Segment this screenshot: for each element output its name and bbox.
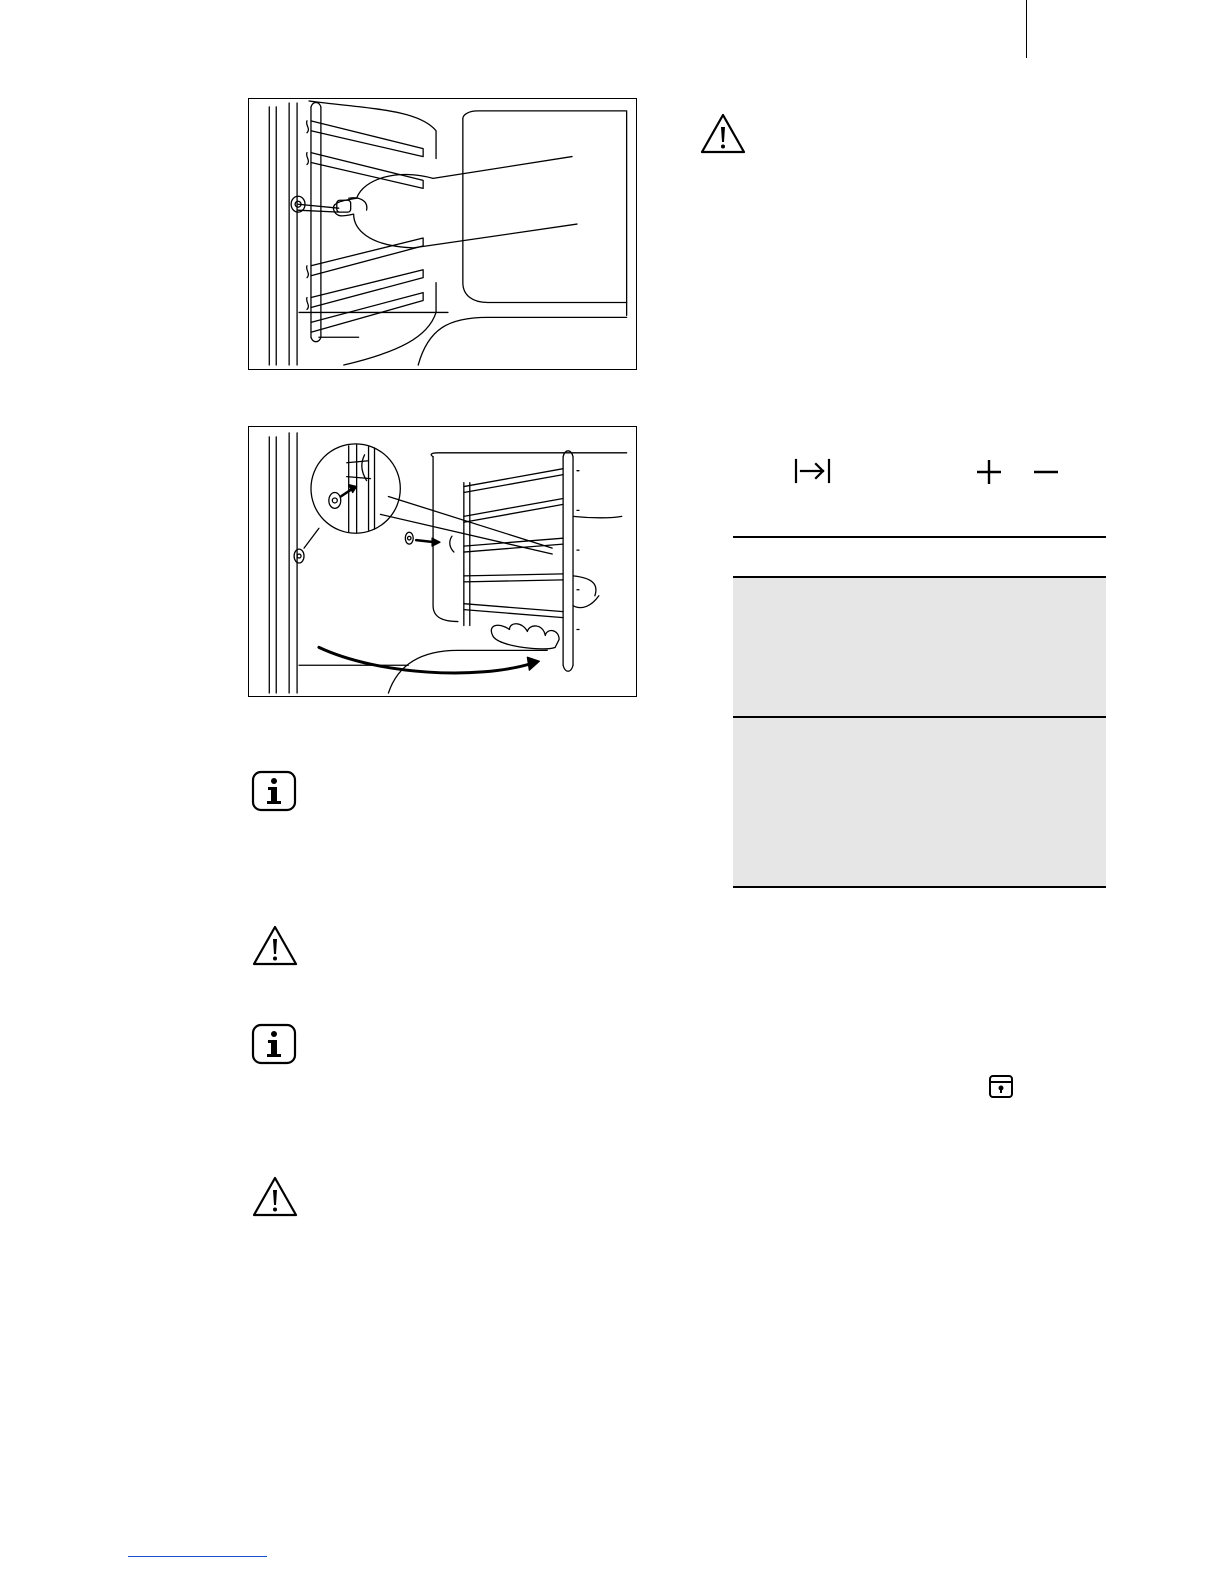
warning-icon [251,1175,299,1219]
shelf-support-removal-illustration [248,98,637,370]
minus-icon [1032,458,1060,486]
warning-icon [699,112,747,156]
table-header [733,536,1106,578]
shelf-support-installation-illustration [248,426,637,697]
plus-icon [975,458,1003,486]
table-row [733,578,1106,718]
child-lock-icon [988,1073,1014,1099]
footer-link-underline[interactable] [128,1556,267,1557]
info-icon [251,1023,299,1067]
info-icon [251,770,299,814]
top-divider-line [1026,0,1027,58]
timer-skip-icon [794,458,832,484]
table-row [733,718,1106,888]
warning-icon [251,924,299,968]
settings-table [733,536,1106,888]
